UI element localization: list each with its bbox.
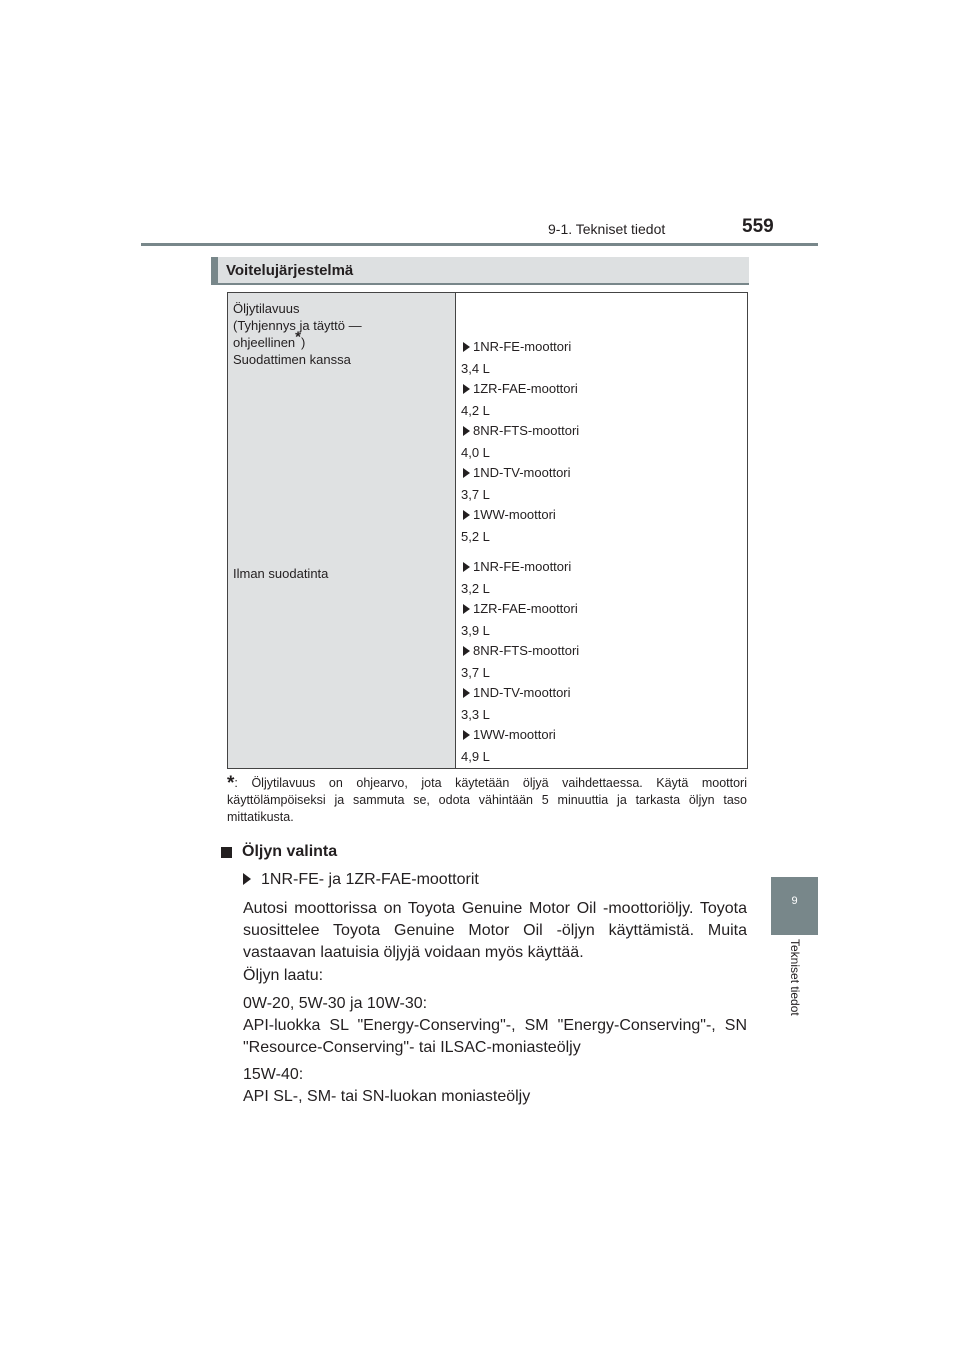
square-bullet-icon bbox=[221, 847, 232, 858]
footnote-marker: * bbox=[227, 773, 235, 794]
paragraph: Autosi moottorissa on Toyota Genuine Motor Oil -moottoriöljy. Toyota suosittelee Toyota Genuine Motor Oil -öljyn käyttämistä. Muita vastaavan laatuisia öljyjä voidaan myös käyttää. bbox=[243, 900, 747, 961]
triangle-bullet-icon bbox=[243, 873, 251, 885]
table-row: 8NR-FTS-moottori bbox=[463, 642, 579, 659]
triangle-bullet-icon bbox=[463, 646, 470, 656]
capacity-value: 4,9 L bbox=[461, 749, 490, 764]
footnote bbox=[227, 775, 747, 826]
table-row: 1WW-moottori bbox=[463, 506, 556, 523]
paragraph bbox=[243, 1064, 747, 1108]
capacity-value: 3,7 L bbox=[461, 665, 490, 680]
table-row: 1ZR-FAE-moottori bbox=[463, 600, 578, 617]
triangle-bullet-icon bbox=[463, 468, 470, 478]
capacity-value: 3,7 L bbox=[461, 487, 490, 502]
chapter-tab-number: 9 bbox=[771, 877, 818, 935]
triangle-bullet-icon bbox=[463, 604, 470, 614]
page-number: 559 bbox=[742, 216, 774, 237]
table-row: 1ND-TV-moottori bbox=[463, 684, 571, 701]
capacity-value: 3,4 L bbox=[461, 361, 490, 376]
table-row: 1ZR-FAE-moottori bbox=[463, 380, 578, 397]
capacity-value: 3,2 L bbox=[461, 581, 490, 596]
label-line: Öljytilavuus bbox=[233, 301, 300, 316]
table-row: 1ND-TV-moottori bbox=[463, 464, 571, 481]
paragraph bbox=[243, 993, 747, 1059]
section-heading-accent bbox=[211, 257, 218, 284]
viscosity-label: 0W-20, 5W-30 ja 10W-30: bbox=[243, 995, 428, 1012]
oil-capacity-label bbox=[233, 300, 362, 368]
triangle-bullet-icon bbox=[463, 562, 470, 572]
oil-grade-text: API-luokka SL "Energy-Conserving"-, SM "Energy-Conserving"-, SN "Resource-Conserving"- tai ILSAC-moniasteöljy bbox=[243, 1017, 747, 1056]
footnote-text: : Öljytilavuus on ohjearvo, jota käytetään öljyä vaihdettaessa. Käytä moottori käyttölämpöiseksi ja sammuta se, odota vähintään 5 minuuttia ja tarkasta öljyn taso mittatikusta. bbox=[227, 776, 747, 824]
engine-list-item: 1NR-FE- ja 1ZR-FAE-moottorit bbox=[243, 871, 479, 889]
table-row: 1NR-FE-moottori bbox=[463, 338, 571, 355]
label-line: ohjeellinen*) bbox=[233, 328, 306, 350]
capacity-value: 5,2 L bbox=[461, 529, 490, 544]
table-row: 8NR-FTS-moottori bbox=[463, 422, 579, 439]
viscosity-label: 15W-40: bbox=[243, 1066, 304, 1083]
table-row: 1WW-moottori bbox=[463, 726, 556, 743]
label-line: (Tyhjennys ja täyttö — bbox=[233, 318, 362, 333]
triangle-bullet-icon bbox=[463, 730, 470, 740]
capacity-value: 4,0 L bbox=[461, 445, 490, 460]
triangle-bullet-icon bbox=[463, 342, 470, 352]
section-heading-underline bbox=[211, 283, 749, 285]
with-filter-label: Suodattimen kanssa bbox=[233, 352, 351, 367]
subheading: Öljyn valinta bbox=[242, 843, 338, 860]
section-title: Voitelujärjestelmä bbox=[226, 262, 354, 279]
chapter-tab-label bbox=[771, 935, 818, 1045]
chapter-tab-label-text: Tekniset tiedot bbox=[787, 939, 802, 1016]
capacity-value: 4,2 L bbox=[461, 403, 490, 418]
triangle-bullet-icon bbox=[463, 384, 470, 394]
without-filter-label: Ilman suodatinta bbox=[233, 566, 329, 581]
table-row: 1NR-FE-moottori bbox=[463, 558, 571, 575]
oil-grade-text: API SL-, SM- tai SN-luokan moniasteöljy bbox=[243, 1088, 531, 1105]
paragraph: Öljyn laatu: bbox=[243, 967, 324, 984]
triangle-bullet-icon bbox=[463, 426, 470, 436]
header-section-title: 9-1. Tekniset tiedot bbox=[548, 221, 666, 237]
capacity-value: 3,9 L bbox=[461, 623, 490, 638]
footnote-marker: * bbox=[295, 328, 302, 346]
triangle-bullet-icon bbox=[463, 688, 470, 698]
header-rule bbox=[141, 243, 818, 246]
triangle-bullet-icon bbox=[463, 510, 470, 520]
capacity-value: 3,3 L bbox=[461, 707, 490, 722]
